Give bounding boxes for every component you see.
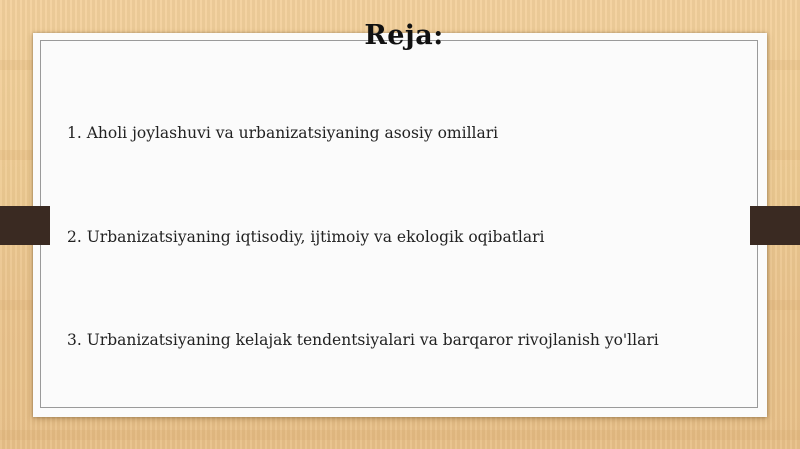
left-decorative-tab — [0, 206, 50, 245]
slide-frame — [40, 40, 758, 408]
plan-item-3: 3. Urbanizatsiyaning kelajak tendentsiyalari va barqaror rivojlanish yo'llari — [67, 331, 659, 349]
right-decorative-tab — [750, 206, 800, 245]
plan-item-2: 2. Urbanizatsiyaning iqtisodiy, ijtimoiy va ekologik oqibatlari — [67, 228, 545, 246]
slide-title: Reja: — [364, 20, 444, 51]
plan-item-1: 1. Aholi joylashuvi va urbanizatsiyaning asosiy omillari — [67, 124, 499, 142]
wood-grain-streak — [0, 430, 800, 440]
